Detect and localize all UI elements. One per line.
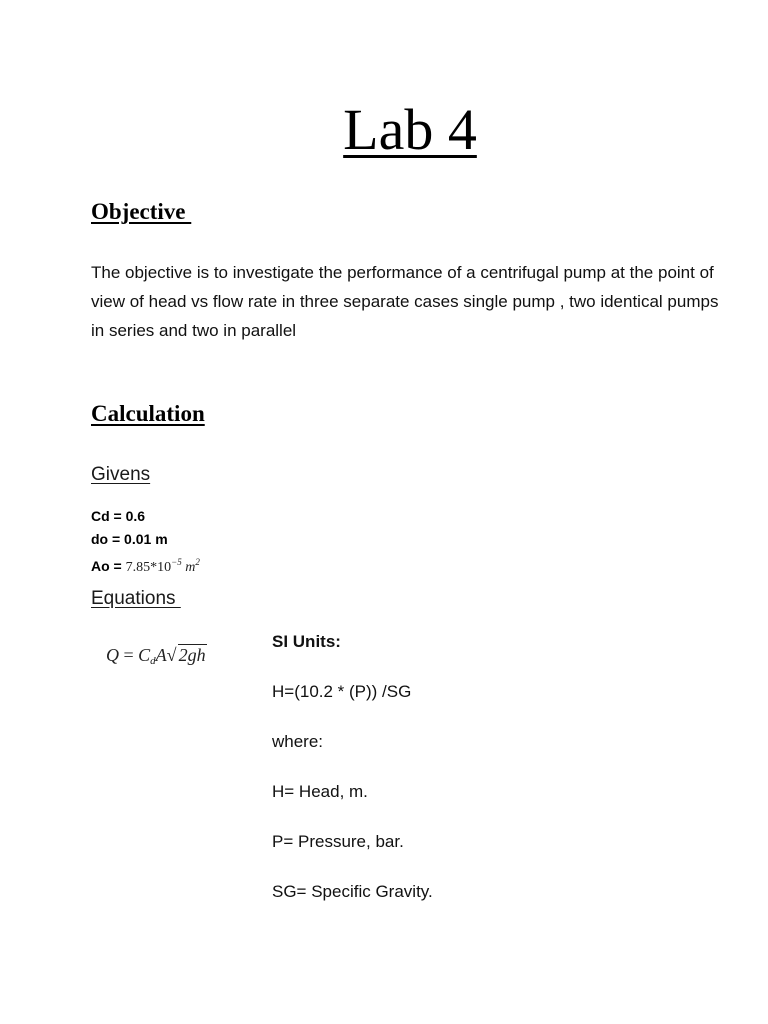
equations-heading: Equations bbox=[91, 588, 181, 609]
given-cd: Cd = 0.6 bbox=[91, 508, 146, 524]
head-definition: H= Head, m. bbox=[272, 782, 368, 801]
given-ao-value: $7.85*10^{-5}$ $m^2$ bbox=[125, 557, 200, 575]
givens-heading: Givens bbox=[91, 464, 151, 485]
given-ao-label: Ao = bbox=[91, 558, 126, 574]
si-units-block bbox=[272, 630, 692, 904]
specific-gravity-definition: SG= Specific Gravity. bbox=[272, 882, 433, 901]
objective-paragraph: The objective is to investigate the performance of a centrifugal pump at the point of view of head vs flow rate in three separate cases single pump , two identical pumps in series and two in parallel bbox=[91, 263, 719, 340]
si-units-title: SI Units: bbox=[272, 632, 341, 651]
where-label: where: bbox=[272, 732, 324, 751]
document-title: Lab 4 bbox=[343, 97, 477, 162]
given-ao bbox=[91, 551, 200, 579]
calculation-heading: Calculation bbox=[91, 401, 205, 426]
pressure-definition: P= Pressure, bar. bbox=[272, 832, 404, 851]
head-formula: H=(10.2 * (P)) /SG bbox=[272, 682, 412, 701]
given-do: do = 0.01 m bbox=[91, 531, 168, 547]
objective-heading: Objective bbox=[91, 199, 192, 224]
flow-rate-formula: $Q = C_dA√$ 2gh bbox=[106, 645, 206, 667]
givens-list bbox=[91, 505, 200, 579]
